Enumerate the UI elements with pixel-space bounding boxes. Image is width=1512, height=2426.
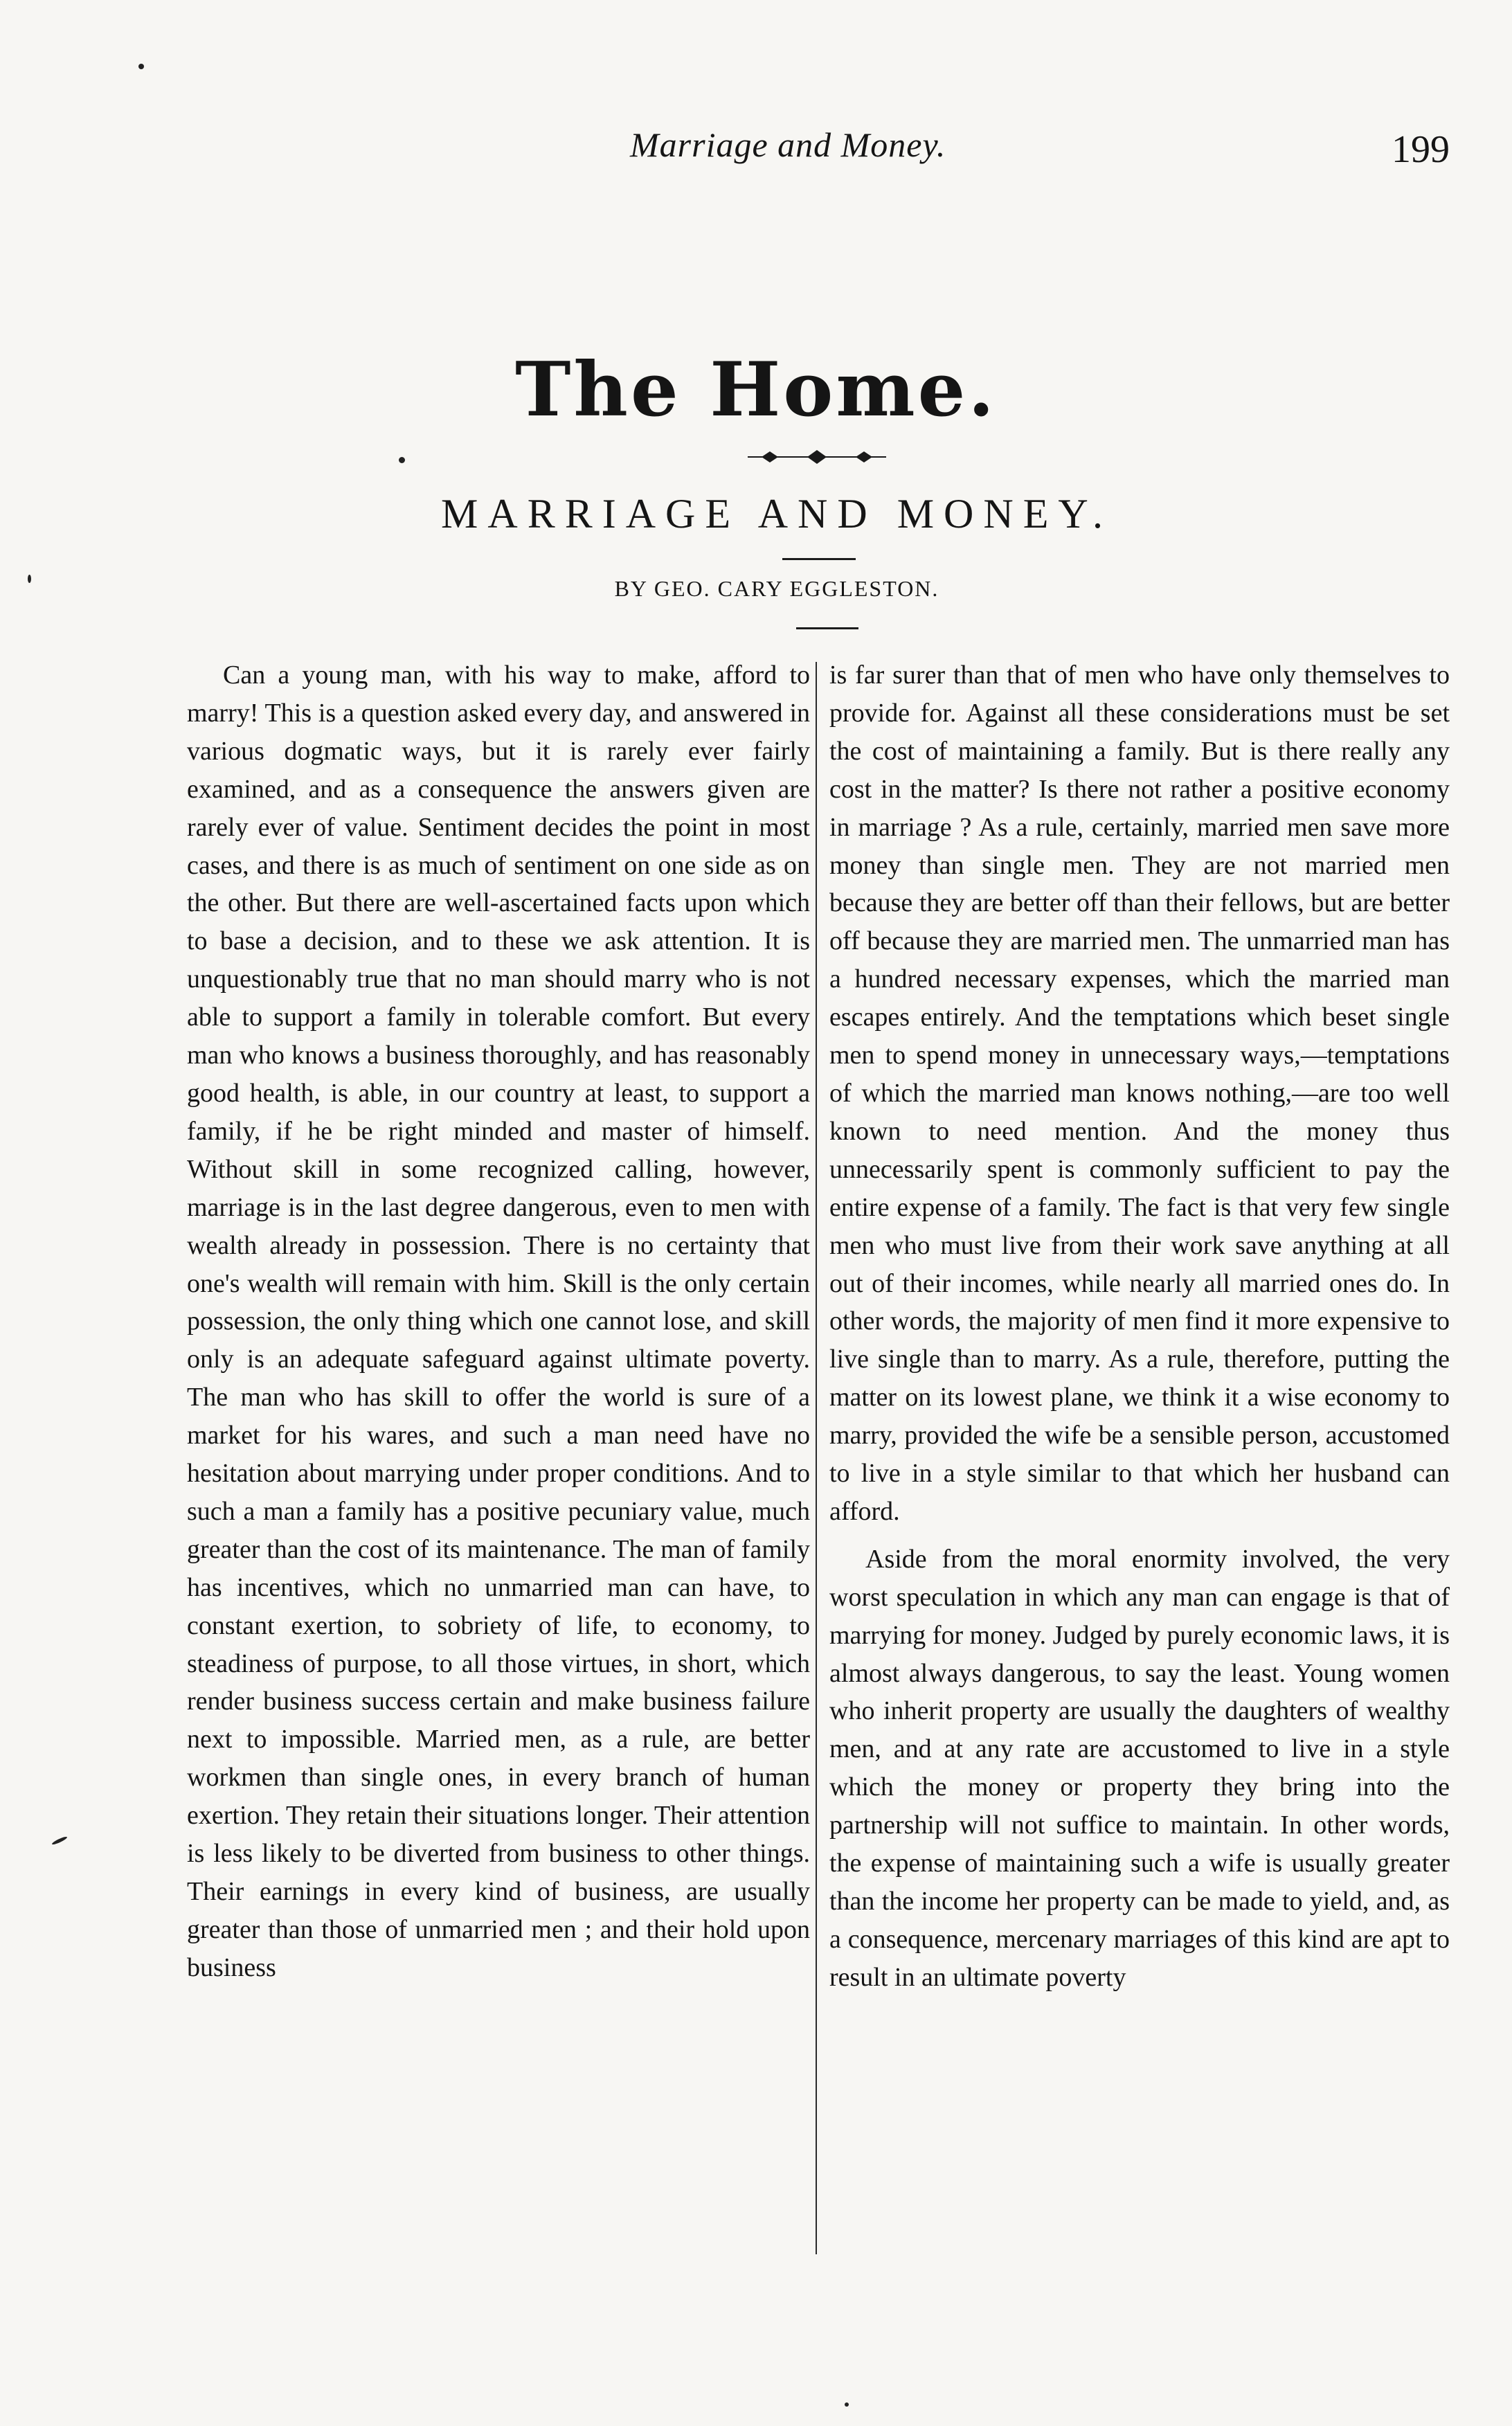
ornament-divider	[741, 443, 893, 471]
column-divider	[816, 662, 817, 2254]
paragraph: is far surer than that of men who have only themselves to provide for. Against all these considerations must be set the cost of maintaining a family. But is there really any cost in the matter? Is there not rather a positive economy in marriage ? As a rule, certainly, married men save more money than single men. They are not married men because they are better off than their fellows, but are better off because they are married men. The unmarried man has a hundred necessary expenses, which the married man escapes entirely. And the temptations which beset single men to spend money in unnecessary ways,—temptations of which the married man knows nothing,—are too well known to need mention. And the money thus unnecessarily spent is commonly sufficient to pay the entire expense of a family. The fact is that very few single men who must live from their work save anything at all out of their incomes, while nearly all married ones do. In other words, the majority of men find it more expensive to live single than to marry. As a rule, therefore, putting the matter on its lowest plane, we think it a wise economy to marry, provided the wife be a sensible person, accustomed to live in a style similar to that which her husband can afford.	[829, 661, 1450, 1526]
scan-speck	[399, 457, 405, 463]
section-title: The Home.	[515, 346, 997, 433]
scan-speck	[28, 575, 31, 583]
scan-speck	[845, 2402, 849, 2407]
left-column	[187, 656, 810, 1987]
title-rule	[782, 558, 856, 560]
article-title: MARRIAGE AND MONEY.	[441, 491, 1113, 537]
byline: BY GEO. CARY EGGLESTON.	[614, 576, 939, 601]
scan-speck	[51, 1835, 68, 1846]
right-column	[829, 656, 1450, 1997]
scan-speck	[138, 64, 144, 69]
page-number: 199	[1392, 128, 1450, 171]
paragraph: Can a young man, with his way to make, afford to marry! This is a question asked every day, and answered in various dogmatic ways, but it is rarely ever fairly examined, and as a consequence the answers given are rarely ever of value. Sentiment decides the point in most cases, and there is as much of sentiment on one side as on the other. But there are well-ascertained facts upon which to base a decision, and to these we ask attention. It is unquestionably true that no man should marry who is not able to support a family in tolerable comfort. But every man who knows a business thoroughly, and has reasonably good health, is able, in our country at least, to support a family, if he be right minded and master of himself. Without skill in some recognized calling, however, marriage is in the last degree dangerous, even to men with wealth already in possession. There is no certainty that one's wealth will remain with him. Skill is the only certain possession, the only thing which one cannot lose, and skill only is an adequate safeguard against ultimate poverty. The man who has skill to offer the world is sure of a market for his wares, and such a man need have no hesitation about marrying under proper conditions. And to such a man a family has a positive pecuniary value, much greater than the cost of its maintenance. The man of family has incentives, which no unmarried man can have, to constant exertion, to sobriety of life, to economy, to steadiness of purpose, to all those virtues, in short, which render business success certain and make business failure next to impossible. Married men, as a rule, are better workmen than single ones, in every branch of human exertion. They retain their situations longer. Their attention is less likely to be diverted from business to other things. Their earnings in every kind of business, are usually greater than those of unmarried men ; and their hold upon business	[187, 661, 810, 1982]
byline-rule	[796, 627, 858, 629]
running-head: Marriage and Money.	[630, 125, 946, 164]
paragraph: Aside from the moral enormity involved, the very worst speculation in which any man can engage is that of marrying for money. Judged by purely economic laws, it is almost always dangerous, to say the least. Young women who inherit property are usually the daughters of wealthy men, and at any rate are accustomed to live in a style which the money or property they bring into the partnership will not suffice to maintain. In other words, the expense of maintaining such a wife is usually greater than the income her property can be made to yield, and, as a consequence, mercenary marriages of this kind are apt to result in an ultimate poverty	[829, 1544, 1450, 1992]
